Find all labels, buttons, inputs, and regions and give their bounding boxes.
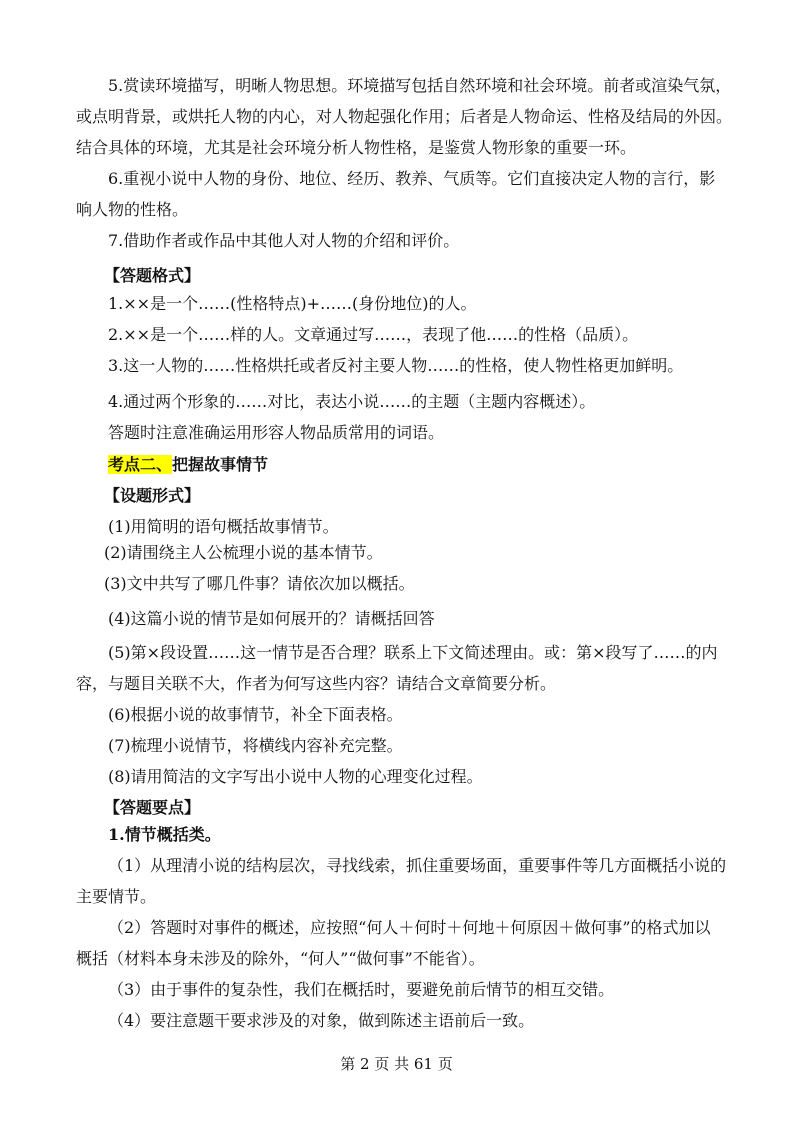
topic-title: 把握故事情节 (172, 455, 269, 474)
paragraph-line: 7.借助作者或作品中其他人对人物的介绍和评价。 (108, 231, 460, 250)
topic-heading (108, 455, 758, 475)
page-footer: 第 2 页 共 61 页 (340, 1055, 453, 1073)
list-item: (7)梳理小说情节，将横线内容补充完整。 (108, 736, 403, 755)
paragraph-line: （4）要注意题干要求涉及的对象，做到陈述主语前后一致。 (108, 1011, 535, 1030)
list-item: (6)根据小说的故事情节，补全下面表格。 (108, 705, 403, 724)
topic-label-highlight: 考点二、 (108, 455, 173, 474)
paragraph-line: 概括（材料本身未涉及的除外，“何人”“做何事”不能省）。 (76, 949, 485, 968)
list-item: (4)这篇小说的情节是如何展开的？请概括回答 (108, 609, 435, 628)
list-item: (5)第×段设置……这一情节是否合理？联系上下文简述理由。或：第×段写了……的内 (108, 643, 718, 662)
paragraph-line: 答题时注意准确运用形容人物品质常用的词语。 (108, 423, 445, 442)
subheading-plot-summary: 1.情节概括类。 (108, 825, 221, 844)
paragraph-line: 主要情节。 (76, 887, 157, 906)
paragraph-line: 结合具体的环境，尤其是社会环境分析人物性格，是鉴赏人物形象的重要一环。 (76, 138, 637, 157)
paragraph-line: 5.赏读环境描写，明晰人物思想。环境描写包括自然环境和社会环境。前者或渲染气氛， (108, 76, 732, 95)
paragraph-line: 容，与题目关联不大，作者为何写这些内容？请结合文章简要分析。 (76, 674, 557, 693)
list-item: (1)用简明的语句概括故事情节。 (108, 517, 339, 536)
section-heading-question-forms: 【设题形式】 (104, 486, 201, 505)
list-item: (8)请用简洁的文字写出小说中人物的心理变化过程。 (108, 767, 483, 786)
paragraph-line: （1）从理清小说的结构层次，寻找线索，抓住重要场面，重要事件等几方面概括小说的 (108, 856, 727, 875)
section-heading-answer-points: 【答题要点】 (104, 798, 201, 817)
paragraph-line: 6.重视小说中人物的身份、地位、经历、教养、气质等。它们直接决定人物的言行，影 (108, 169, 716, 188)
paragraph-line: （3）由于事件的复杂性，我们在概括时，要避免前后情节的相互交错。 (108, 980, 615, 999)
list-item: (3)文中共写了哪几件事？请依次加以概括。 (104, 574, 415, 593)
paragraph-line: 2.××是一个……样的人。文章通过写……，表现了他……的性格（品质）。 (108, 325, 639, 344)
list-item: (2)请围绕主人公梳理小说的基本情节。 (104, 543, 383, 562)
paragraph-line: 1.××是一个……(性格特点)+……(身份地位)的人。 (108, 294, 477, 313)
section-heading-answer-format: 【答题格式】 (104, 266, 201, 285)
paragraph-line: 4.通过两个形象的……对比，表达小说……的主题（主题内容概述）。 (108, 392, 596, 411)
paragraph-line: （2）答题时对事件的概述，应按照“何人＋何时＋何地＋何原因＋做何事”的格式加以 (108, 918, 711, 937)
paragraph-line: 响人物的性格。 (76, 200, 189, 219)
paragraph-line: 或点明背景，或烘托人物的内心，对人物起强化作用；后者是人物命运、性格及结局的外因。 (76, 107, 733, 126)
paragraph-line: 3.这一人物的……性格烘托或者反衬主要人物……的性格，使人物性格更加鲜明。 (108, 356, 684, 375)
